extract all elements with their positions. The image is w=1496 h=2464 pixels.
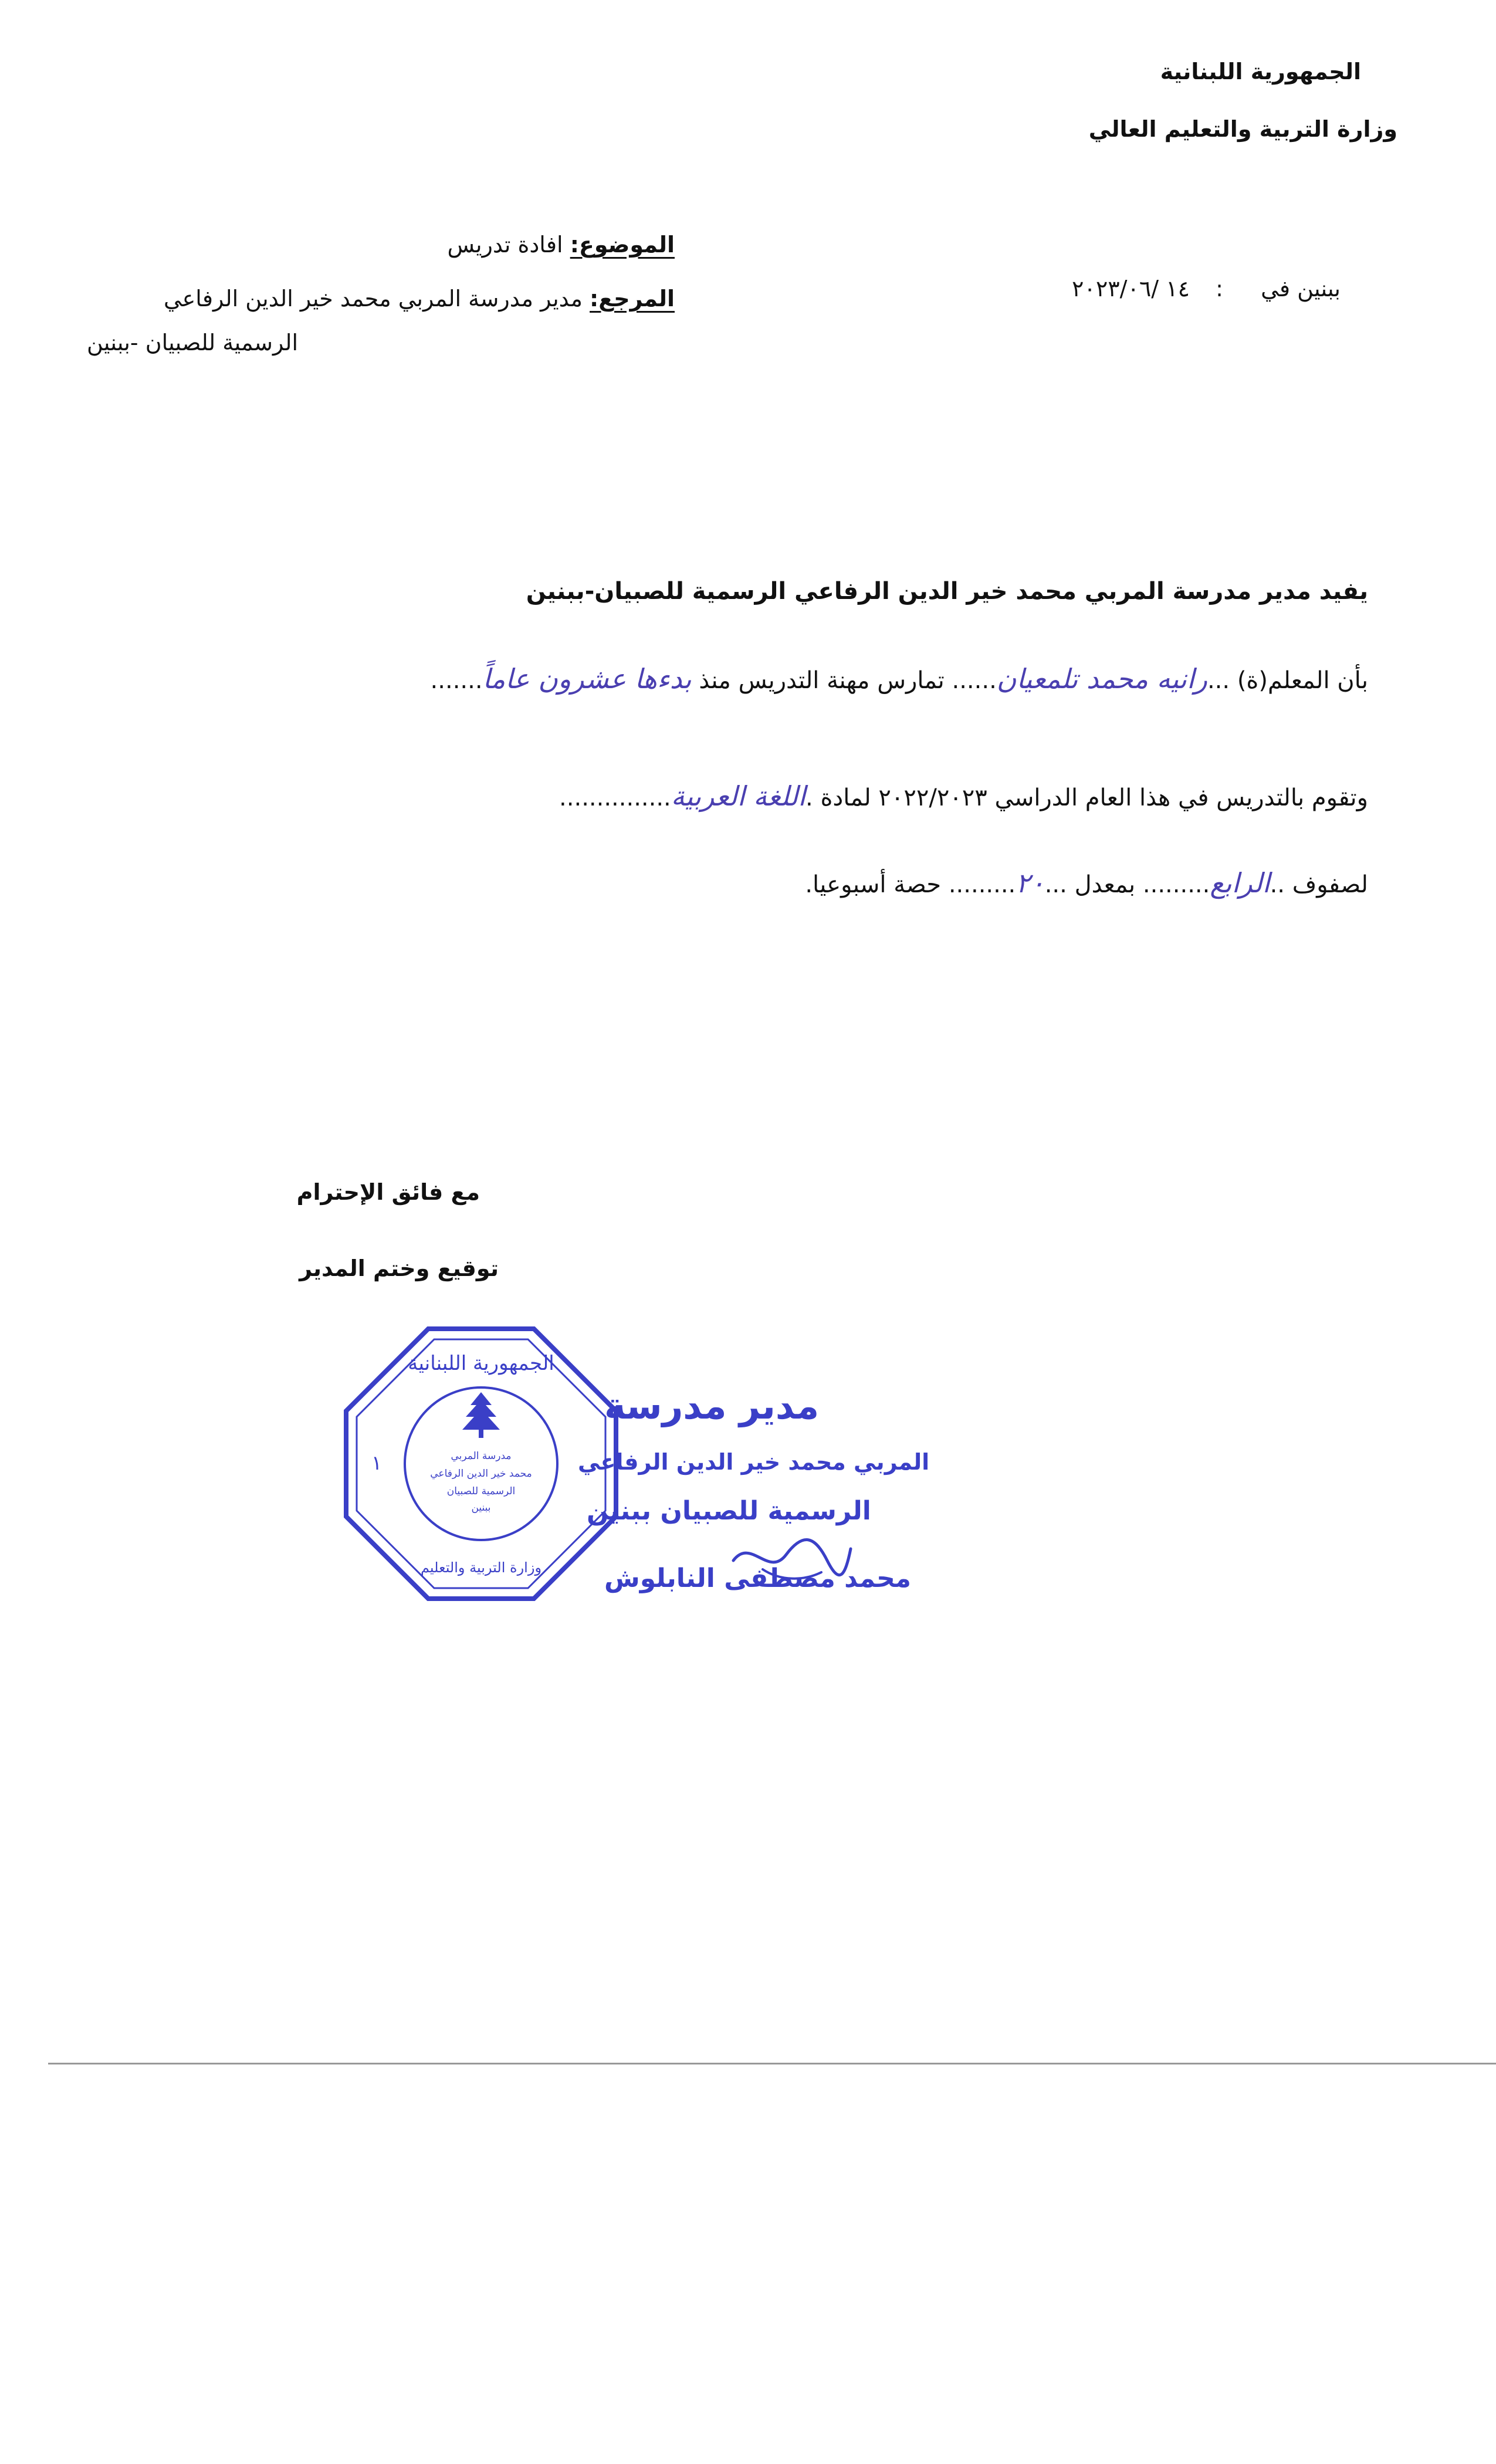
subject-handwritten: اللغة العربية [671,780,805,812]
closing-regards: مع فائق الإحترام [296,1179,480,1205]
body-line4-mid: بمعدل [1074,871,1136,898]
stamp-line-2: المربي محمد خير الدين الرفاعي [578,1449,930,1475]
body-line3-prefix: وتقوم بالتدريس في هذا العام الدراسي ٢٠٢٢/٢٠٢٣ لمادة [820,784,1368,811]
body-line2-mid: تمارس مهنة التدريس منذ [699,667,945,694]
signature-scribble [727,1525,857,1590]
stamp-name: محمد مصطفى النابلوش [604,1563,912,1593]
date-place: ببنين في [1261,276,1341,302]
header-republic: الجمهورية اللبنانية [1160,59,1361,84]
subject-label: الموضوع: [570,232,675,258]
teacher-name-handwritten: رانيه محمد تلمعيان [996,663,1207,695]
cedar-icon [462,1392,500,1438]
seal-bottom-text: وزارة التربية والتعليم [420,1559,542,1576]
signature-label: توقيع وختم المدير [299,1255,499,1281]
date-colon: : [1216,276,1223,302]
page-divider [48,2063,1496,2064]
grade-handwritten: الرابع [1210,867,1270,899]
reference-line [164,286,675,312]
seal-inner-text-1: مدرسة المربي [451,1450,512,1462]
reference-label: المرجع: [590,286,675,312]
body-line-1: يفيد مدير مدرسة المربي محمد خير الدين الرفاعي الرسمية للصبيان-ببنين [526,578,1368,605]
body-line-3: وتقوم بالتدريس في هذا العام الدراسي ٢٠٢٢/٢٠٢٣ لمادة .اللغة العربية............... [559,780,1368,812]
hours-handwritten: ٢٠ [1016,867,1045,899]
body-line2-prefix: بأن المعلم(ة) [1237,667,1368,694]
since-handwritten: بدءها عشرون عاماً [482,663,692,695]
seal-inner-text-3: الرسمية للصبيان [446,1485,516,1497]
seal-inner-text-2: محمد خير الدين الرفاعي [430,1468,532,1480]
body-line4-suffix: حصة أسبوعيا. [805,871,942,898]
body-line4-prefix: لصفوف [1292,871,1368,898]
subject-value: افادة تدريس [447,232,563,258]
stamp-line-3: الرسمية للصبيان ببنين [587,1496,871,1526]
date-value: ١٤ /٢٠٢٣/٠٦ [1072,276,1190,302]
seal-inner-text-4: ببنين [471,1502,491,1514]
body-line-2: بأن المعلم(ة) ...رانيه محمد تلمعيان...... تمارس مهنة التدريس منذ بدءها عشرون عاماً....... [430,663,1368,695]
reference-value-1: مدير مدرسة المربي محمد خير الدين الرفاعي [163,286,583,312]
seal-outer-text: الجمهورية اللبنانية [408,1352,554,1375]
svg-text:١: ١ [371,1451,383,1475]
date-line [1072,276,1341,302]
header-ministry: وزارة التربية والتعليم العالي [1088,116,1397,142]
stamp-title: مدير مدرسة [604,1385,820,1427]
reference-value-2: الرسمية للصبيان -ببنين [87,330,299,356]
seal-octagon-inner [357,1339,605,1588]
body-line-4: لصفوف ..الرابع......... بمعدل ...٢٠......... حصة أسبوعيا. [805,867,1368,899]
subject-line [448,232,675,258]
